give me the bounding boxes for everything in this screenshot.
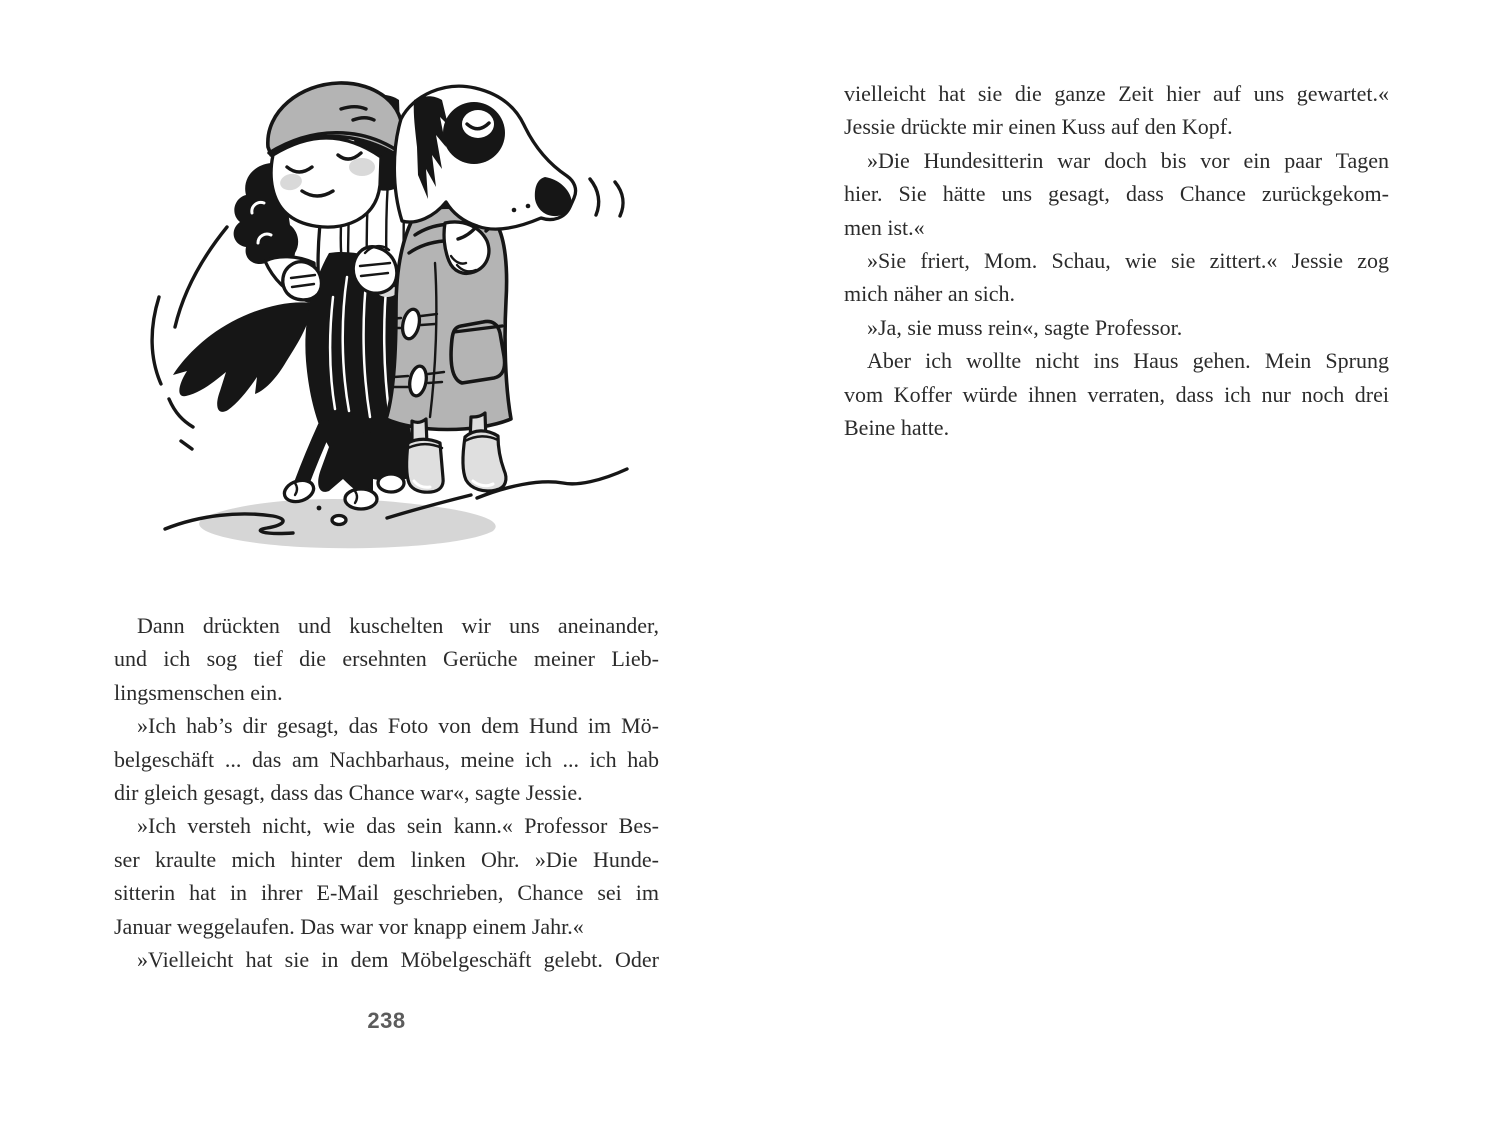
dog-nostril [526,204,531,209]
text-line: mich näher an sich. [844,281,1016,307]
text-line: Januar weggelaufen. Das war vor knapp einem Jahr.« [114,913,584,939]
text-line: Beine hatte. [844,415,950,441]
text-line: »Ich hab’s dir gesagt, das Foto von dem Hund im Mö- [137,713,659,739]
text-line: und ich sog tief die ersehnten Gerüche meiner Lieb- [114,646,659,672]
text-line: »Sie friert, Mom. Schau, wie sie zittert.« Jessie zog [867,248,1389,274]
text-line: vom Koffer würde ihnen verraten, dass ich nur noch drei [844,381,1389,407]
text-line: sitterin hat in ihrer E-Mail geschrieben, Chance sei im [114,880,659,906]
text-line: belgeschäft ... das am Nachbarhaus, meine ich ... ich hab [114,746,659,772]
text-line: dir gleich gesagt, dass das Chance war«, sagte Jessie. [114,780,583,806]
girl-blush-right [349,158,375,176]
text-line: Dann drückten und kuschelten wir uns aneinander, [137,613,659,638]
text-line: Aber ich wollte nicht ins Haus gehen. Mein Sprung [867,348,1389,374]
dog-tail [173,302,313,412]
left-text-block [114,609,659,976]
nose-motion-lines [590,179,623,216]
coat-pocket [451,321,505,383]
ground-shadow [165,499,496,548]
right-text-block [844,77,1389,444]
illustration-svg [115,66,660,568]
text-line: »Die Hundesitterin war doch bis vor ein paar Tagen [867,147,1389,173]
text-line: hier. Sie hätte uns gesagt, dass Chance zurückgekom- [844,181,1389,207]
text-line: »Vielleicht hat sie in dem Möbelgeschäft gelebt. Oder [137,947,659,973]
text-line: »Ich versteh nicht, wie das sein kann.« Professor Bes- [137,813,659,839]
text-line: »Ja, sie muss rein«, sagte Professor. [867,314,1183,340]
text-line: men ist.« [844,214,925,240]
dog-paw [345,489,377,509]
right-page [750,0,1500,1135]
text-line: Jessie drückte mir einen Kuss auf den Kopf. [844,114,1233,140]
dog-paw [378,474,404,492]
dog-hug-illustration [115,66,660,568]
dog-head [394,86,575,239]
text-line: vielleicht hat sie die ganze Zeit hier auf uns gewartet.« [844,81,1389,106]
text-line: lingsmenschen ein. [114,679,283,705]
page-number: 238 [367,1008,406,1033]
text-line: ser kraulte mich hinter dem linken Ohr. »Die Hunde- [114,846,659,872]
dog-nostril [512,208,517,213]
